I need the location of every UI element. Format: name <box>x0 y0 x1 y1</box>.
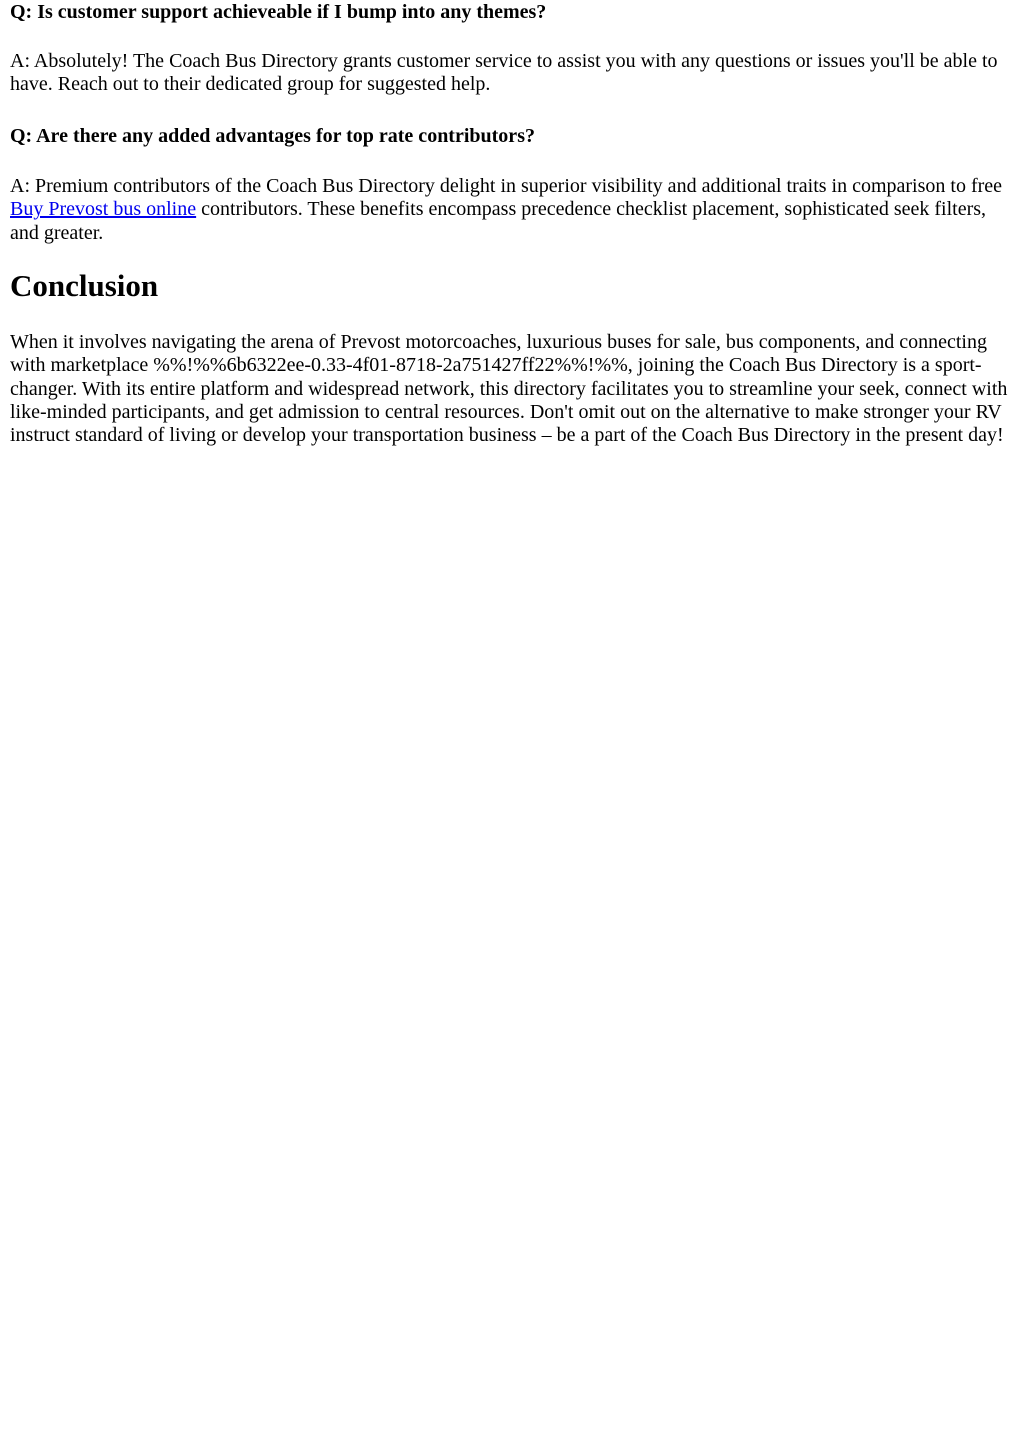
faq-question-customer-support: Q: Is customer support achieveable if I bump into any themes? <box>10 1 547 23</box>
faq-answer-premium-advantages <box>10 175 1014 245</box>
answer-text-before-link: A: Premium contributors of the Coach Bus Directory delight in superior visibility and additional traits in comparison to free <box>10 175 1003 197</box>
answer-text-after-link: contributors. These benefits encompass precedence checklist placement, sophisticated seek filters, and greater. <box>10 198 987 244</box>
conclusion-paragraph: When it involves navigating the arena of Prevost motorcoaches, luxurious buses for sale, bus components, and connecting with marketplace %%!%%6b6322ee-0.33-4f01-8718-2a751427ff22%%!%%, joining the Coach Bus Directory is a sport-changer. With its entire platform and widespread network, this directory facilitates you to streamline your seek, connect with like-minded participants, and get admission to central resources. Don't omit out on the alternative to make stronger your RV instruct standard of living or develop your transportation business – be a part of the Coach Bus Directory in the present day! <box>10 331 1008 447</box>
faq-answer-customer-support: A: Absolutely! The Coach Bus Directory grants customer service to assist you with any questions or issues you'll be able to have. Reach out to their dedicated group for suggested help. <box>10 50 998 96</box>
conclusion-heading: Conclusion <box>10 268 159 303</box>
faq-question-premium-advantages: Q: Are there any added advantages for top rate contributors? <box>10 125 535 147</box>
buy-prevost-bus-online-link[interactable]: Buy Prevost bus online <box>10 198 197 221</box>
